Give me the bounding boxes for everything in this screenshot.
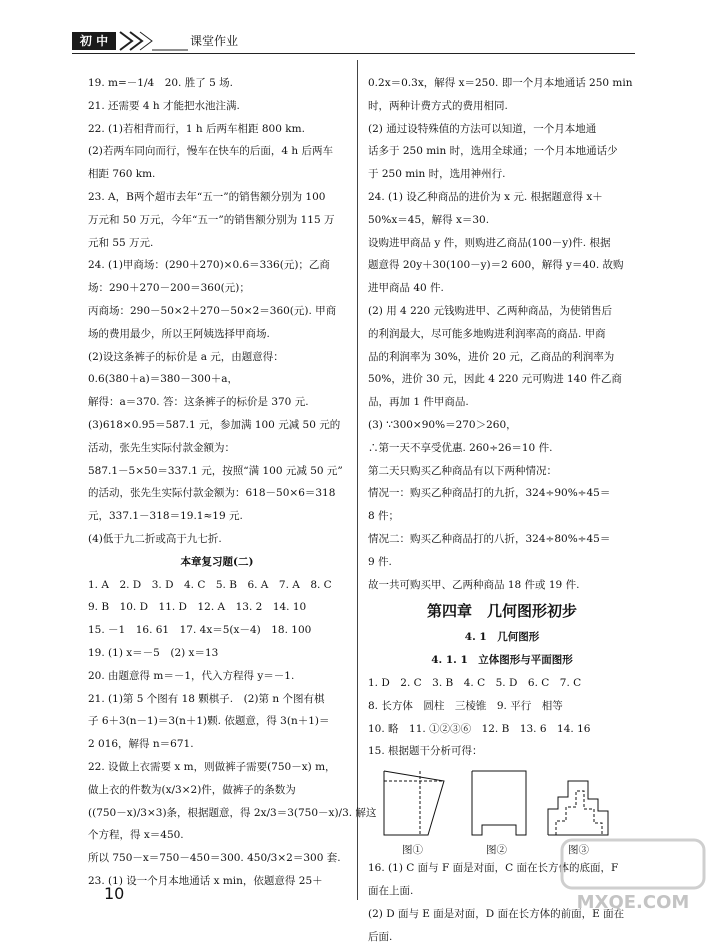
text-line: 0.6(380＋a)＝380－300＋a， bbox=[88, 368, 346, 391]
text-line: 活动，张先生实际付款金额为： bbox=[88, 437, 346, 460]
figure-label: 图③ bbox=[568, 839, 589, 862]
figure-1-drawing bbox=[382, 769, 454, 837]
text-line: 9 件. bbox=[368, 551, 636, 574]
text-line: (4)低于九二折或高于九七折. bbox=[88, 528, 346, 551]
text-line: 品的利润率为 30%，进价 20 元，乙商品的利润率为 bbox=[368, 346, 636, 369]
text-line: 于 250 min 时，选用神州行. bbox=[368, 163, 636, 186]
left-column bbox=[88, 72, 346, 893]
text-line: 的利润最大，尽可能多地购进利润率高的商品. 甲商 bbox=[368, 323, 636, 346]
header-rule bbox=[72, 53, 635, 54]
text-line: 10. 略 11. ①②③⑥ 12. B 13. 6 14. 16 bbox=[368, 718, 636, 741]
text-line: 面在上面. bbox=[368, 880, 636, 903]
text-line: 做上衣的件数为(x/3×2)件，做裤子的条数为 bbox=[88, 779, 346, 802]
text-line: 21. 还需要 4 h 才能把水池注满. bbox=[88, 95, 346, 118]
chevron-right-icon bbox=[118, 30, 188, 52]
section-tab: 初 中 bbox=[72, 32, 116, 50]
right-column bbox=[368, 72, 636, 948]
text-line: 丙商场：290－50×2＋270－50×2＝360(元). 甲商 bbox=[88, 300, 346, 323]
text-line: 第四章 几何图形初步 bbox=[368, 596, 636, 626]
text-line: (2)若两车同向而行，慢车在快车的后面，4 h 后两车 bbox=[88, 140, 346, 163]
text-line: 进甲商品 40 件. bbox=[368, 277, 636, 300]
svg-text:MXQE.COM: MXQE.COM bbox=[577, 892, 690, 913]
text-line: 4. 1. 1 立体图形与平面图形 bbox=[368, 649, 636, 672]
text-line: 题意得 20y＋30(100－y)＝2 600，解得 y＝40. 故购 bbox=[368, 254, 636, 277]
text-line: 子 6＋3(n－1)＝3(n＋1)颗. 依题意，得 3(n＋1)＝ bbox=[88, 710, 346, 733]
text-line: 20. 由题意得 m＝－1，代入方程得 y＝－1. bbox=[88, 665, 346, 688]
text-line: 故一共可购买甲、乙两种商品 18 件或 19 件. bbox=[368, 574, 636, 597]
text-line: 0.2x＝0.3x，解得 x＝250. 即一个月本地通话 250 min bbox=[368, 72, 636, 95]
text-line: 21. (1)第 5 个图有 18 颗棋子. (2)第 n 个图有棋 bbox=[88, 688, 346, 711]
text-line: 23. A，B两个超市去年“五一”的销售额分别为 100 bbox=[88, 186, 346, 209]
text-line: (2) D 面与 E 面是对面，D 面在长方体的前面，E 面在 bbox=[368, 903, 636, 926]
text-line: 情况二：购买乙种商品打的八折，324÷80%÷45＝ bbox=[368, 528, 636, 551]
text-line: 24. (1) 设乙种商品的进价为 x 元. 根据题意得 x＋ bbox=[368, 186, 636, 209]
figure-3-drawing bbox=[546, 769, 614, 837]
text-line: 19. m=－1/4 20. 胜了 5 场. bbox=[88, 72, 346, 95]
figure-label: 图② bbox=[486, 839, 507, 862]
figure-2-drawing bbox=[468, 769, 532, 837]
text-line: 587.1－5×50＝337.1 元，按照“满 100 元减 50 元” bbox=[88, 460, 346, 483]
text-line: 的活动，张先生实际付款金额为：618－50×6＝318 bbox=[88, 482, 346, 505]
text-line: ((750－x)/3×3)条，根据题意，得 2x/3＝3(750－x)/3. 解这 bbox=[88, 802, 346, 825]
text-line: 9. B 10. D 11. D 12. A 13. 2 14. 10 bbox=[88, 596, 346, 619]
text-line: 解得：a＝370. 答：这条裤子的标价是 370 元. bbox=[88, 391, 346, 414]
text-line: 8. 长方体 圆柱 三棱锥 9. 平行 相等 bbox=[368, 695, 636, 718]
text-line: 2 016，解得 n＝671. bbox=[88, 733, 346, 756]
text-line: 本章复习题(二) bbox=[88, 551, 346, 574]
text-line: (2)设这条裤子的标价是 a 元，由题意得： bbox=[88, 346, 346, 369]
text-line: 50%x＝45，解得 x＝30. bbox=[368, 209, 636, 232]
text-line: 1. A 2. D 3. D 4. C 5. B 6. A 7. A 8. C bbox=[88, 574, 346, 597]
text-line: (3) ∵300×90%＝270＞260， bbox=[368, 414, 636, 437]
page-number: 10 bbox=[104, 884, 124, 903]
text-line: (3)618×0.95＝587.1 元，参加满 100 元减 50 元的 bbox=[88, 414, 346, 437]
watermark-logo bbox=[558, 838, 708, 918]
text-line: 话多于 250 min 时，选用全球通；一个月本地通话少 bbox=[368, 140, 636, 163]
column-divider bbox=[357, 60, 358, 900]
text-line: 22. 设做上衣需要 x m，则做裤子需要(750－x) m， bbox=[88, 756, 346, 779]
text-line: 4. 1 几何图形 bbox=[368, 626, 636, 649]
figure-label: 图① bbox=[402, 839, 423, 862]
text-line: 15. 根据题干分析可得： bbox=[368, 740, 636, 763]
text-line: 23. (1) 设一个月本地通话 x min，依题意得 25＋ bbox=[88, 870, 346, 893]
text-line: 个方程，得 x＝450. bbox=[88, 824, 346, 847]
text-line: 24. (1)甲商场：(290＋270)×0.6＝336(元)；乙商 bbox=[88, 254, 346, 277]
text-line: 8 件； bbox=[368, 505, 636, 528]
series-title: 课堂作业 bbox=[190, 32, 238, 50]
text-line: 15. －1 16. 61 17. 4x＝5(x－4) 18. 100 bbox=[88, 619, 346, 642]
text-line: 品，再加 1 件甲商品. bbox=[368, 391, 636, 414]
text-line: 万元和 50 万元，今年“五一”的销售额分别为 115 万 bbox=[88, 209, 346, 232]
text-line: 时，两种计费方式的费用相同. bbox=[368, 95, 636, 118]
page-header bbox=[72, 28, 635, 54]
text-line: 19. (1) x＝－5 (2) x＝13 bbox=[88, 642, 346, 665]
text-line: 50%，进价 30 元，因此 4 220 元可购进 140 件乙商 bbox=[368, 368, 636, 391]
text-line: 场：290＋270－200＝360(元)； bbox=[88, 277, 346, 300]
text-line: 场的费用最少，所以王阿姨选择甲商场. bbox=[88, 323, 346, 346]
text-line: 第二天只购买乙种商品有以下两种情况： bbox=[368, 460, 636, 483]
text-line: 元和 55 万元. bbox=[88, 232, 346, 255]
text-line: (2) 通过设特殊值的方法可以知道，一个月本地通 bbox=[368, 118, 636, 141]
text-line: (2) 用 4 220 元钱购进甲、乙两种商品，为使销售后 bbox=[368, 300, 636, 323]
text-line: 相距 760 km. bbox=[88, 163, 346, 186]
text-line: 所以 750－x＝750－450＝300. 450/3×2＝300 套. bbox=[88, 847, 346, 870]
text-line: 22. (1)若相背而行，1 h 后两车相距 800 km. bbox=[88, 118, 346, 141]
text-line: 后面. bbox=[368, 926, 636, 948]
text-line: ∴第一天不享受优惠. 260÷26＝10 件. bbox=[368, 437, 636, 460]
text-line: 1. D 2. C 3. B 4. C 5. D 6. C 7. C bbox=[368, 672, 636, 695]
text-line: 设购进甲商品 y 件，则购进乙商品(100－y)件. 根据 bbox=[368, 232, 636, 255]
text-line: 情况一：购买乙种商品打的九折，324÷90%÷45＝ bbox=[368, 482, 636, 505]
text-line: 16. (1) C 面与 F 面是对面，C 面在长方体的底面，F bbox=[368, 857, 636, 880]
text-line: 元，337.1－318＝19.1≈19 元. bbox=[88, 505, 346, 528]
